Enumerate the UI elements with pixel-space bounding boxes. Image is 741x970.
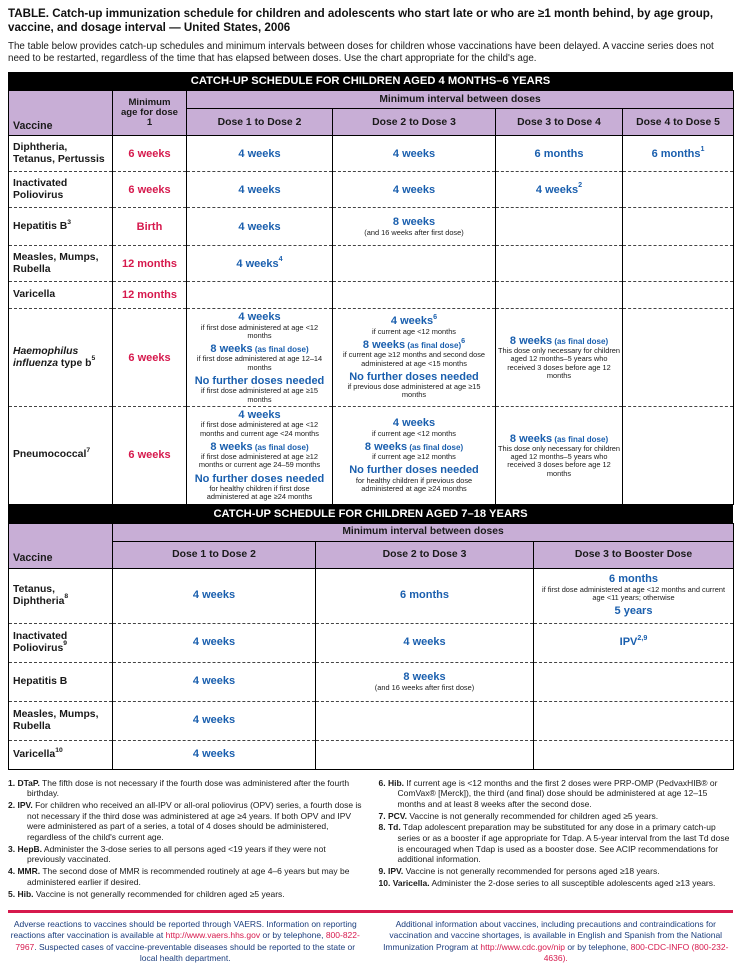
dose-value (498, 181, 620, 196)
dose-interval-cell (333, 406, 496, 504)
dose-interval-cell (534, 662, 734, 701)
dose-interval-cell (113, 662, 316, 701)
min-age-cell: 12 months (113, 282, 187, 309)
footnote-number: 8. (378, 822, 388, 833)
footnote-vaccine-abbrev: Hib. (387, 777, 405, 788)
dose-interval-cell (496, 309, 623, 407)
dose-value-main: 4 weeks$^6$ (390, 313, 438, 328)
vaccine-name-cell: Haemophilus influenza type $b^5$ (9, 309, 113, 407)
dose-value (335, 441, 493, 462)
footnote-vaccine-abbrev: PCV. (387, 810, 408, 821)
footer-link[interactable]: http://www.vaers.hhs.gov (165, 930, 261, 941)
min-age-cell: Birth (113, 208, 187, 246)
dose-interval-cell (187, 172, 333, 208)
dose-value (318, 636, 531, 648)
dose-interval-cell (113, 623, 316, 662)
dose-value (335, 148, 493, 160)
dose-value-main: 8 weeks (as final dose)$^6$ (362, 336, 466, 352)
dose-interval-cell (496, 208, 623, 246)
dose-interval-cell (113, 568, 316, 623)
dose-value-main: 8 weeks (as final dose) (509, 432, 609, 445)
table-row (9, 623, 734, 662)
dose-value-main: 4 weeks (238, 183, 281, 196)
dose-interval-cell (187, 208, 333, 246)
intro-text: The table below provides catch-up schedules and minimum intervals between doses for children whose vaccinations have been delayed. A vaccine series does not need to be restarted, regardless of the time that has elapsed between doses. Use the chart appropriate for the child's age. (8, 40, 714, 65)
dose-condition: (and 16 weeks after first dose) (374, 682, 475, 692)
dose-condition: if first dose administered at age ≥15 months (200, 386, 319, 404)
dose-value (335, 184, 493, 196)
dose-interval-cell (187, 309, 333, 407)
superscript-ref: 1 (700, 145, 705, 154)
footnote-number: 5. (8, 888, 18, 899)
header-row (9, 523, 734, 541)
dose-condition: This dose only necessary for children aged 12 months–5 years who received 3 doses before age 12 months (498, 346, 621, 381)
min-age-cell: 6 weeks (113, 406, 187, 504)
footnote-item: 8. Td. Tdap adolescent preparation may be substituted for any dose in a primary catch-up series or as a booster if age appropriate for Tdap. A 5-year interval from the last Td dose is encouraged when Tdap is used as a booster dose. See ACIP recommendations for additional information. (378, 822, 730, 865)
dose-value-main: 4 weeks (192, 636, 236, 649)
superscript-ref: 6 (461, 336, 466, 345)
dose-interval-cell (316, 740, 534, 769)
dose-interval-cell (534, 701, 734, 740)
dose-interval-cell (496, 136, 623, 172)
dose-value (536, 636, 731, 648)
dose-value (189, 221, 330, 233)
dose-interval-cell (534, 623, 734, 662)
vaccine-name-cell: Inactivated Poliovirus$^9$ (9, 623, 113, 662)
footnote-item: 5. Hib. Vaccine is not generally recommended for children aged ≥5 years. (8, 888, 285, 899)
dose-value-main: 4 weeks (392, 417, 436, 430)
dose-value (536, 605, 731, 617)
footnote-number: 4. (8, 866, 18, 877)
footer-link[interactable]: http://www.cdc.gov/nip (480, 941, 565, 952)
dose-value-main: 4 weeks (392, 183, 436, 196)
table-row (9, 568, 734, 623)
dose-value (115, 636, 313, 648)
vaccine-name-cell: Inactivated Poliovirus (9, 172, 113, 208)
footnote-number: 10. (378, 877, 393, 888)
superscript-ref: 9 (63, 640, 67, 648)
footnote-number: 9. (378, 866, 388, 877)
dose-value-note: (as final dose) (552, 434, 609, 444)
dose-value (335, 336, 493, 368)
dose-value (335, 417, 493, 438)
dose-value (189, 473, 330, 502)
dose-value-main: 4 weeks (192, 714, 236, 727)
vaccine-name-cell: Measles, Mumps, Rubella (9, 246, 113, 282)
catchup-table-7-18years-section (8, 505, 733, 770)
dose-value-main: 4 weeks (238, 311, 281, 324)
dose-interval-cell (333, 136, 496, 172)
dose-value (318, 589, 531, 601)
dose-value-main: No further doses needed (349, 370, 479, 383)
dose-value-main: 4 weeks (238, 147, 281, 160)
dose-interval-cell (316, 623, 534, 662)
dose-interval-cell (316, 568, 534, 623)
dose-condition: if first dose administered at age <12 months (200, 322, 319, 340)
dose-condition: if first dose administered at age <12 months and current age <24 months (200, 420, 319, 438)
dose-value (115, 589, 313, 601)
dose-value-main: IPV$^{2,9}$ (619, 634, 648, 649)
vaccine-name-cell: Varicella$^{10}$ (9, 740, 113, 769)
column-header-dose: Dose 3 to Dose 4 (496, 109, 623, 136)
superscript-ref: 10 (55, 746, 63, 754)
dose-value-main: 6 months (534, 147, 584, 160)
column-header-min-age: Minimum age for dose 1 (113, 91, 187, 136)
dose-value-main: 4 weeks (192, 589, 236, 602)
dose-value-main: 8 weeks (as final dose) (509, 334, 609, 347)
table-row (9, 406, 734, 504)
dose-interval-cell (623, 246, 734, 282)
dose-condition: This dose only necessary for children aged 12 months–5 years who received 3 doses before age 12 months (498, 443, 621, 478)
footnote-vaccine-abbrev: HepB. (17, 843, 43, 854)
dose-interval-cell (623, 172, 734, 208)
dose-value-main: 6 months$^1$ (651, 145, 705, 160)
dose-value-note: (as final dose) (552, 336, 609, 346)
dose-value (335, 464, 493, 493)
dose-interval-cell (496, 246, 623, 282)
dose-value (115, 675, 313, 687)
vaccine-name-cell: Tetanus, Diphtheria$^8$ (9, 568, 113, 623)
column-header-dose: Dose 2 to Dose 3 (316, 541, 534, 568)
superscript-ref: 2 (578, 181, 583, 190)
section-header: CATCH-UP SCHEDULE FOR CHILDREN AGED 4 MONTHS–6 YEARS (8, 72, 733, 90)
dose-value (498, 433, 620, 478)
footer-text: 800-822-7967 (15, 930, 360, 952)
footer-text: or by telephone, (260, 930, 326, 941)
dose-value-main: 4 weeks (192, 748, 236, 761)
dose-value-main: 4 weeks$^2$ (535, 181, 583, 196)
table-body (9, 568, 734, 769)
dose-interval-cell (623, 309, 734, 407)
footnote-number: 6. (378, 777, 388, 788)
catchup-table-7-18years (8, 523, 734, 770)
dose-value-main: No further doses needed (349, 464, 479, 477)
dose-value-main: 4 weeks (192, 675, 236, 688)
dose-condition: if current age ≥12 months (372, 452, 456, 462)
dose-value (536, 573, 731, 602)
dose-value (115, 748, 313, 760)
table-row (9, 246, 734, 282)
dose-condition: if current age ≥12 months and second dose administered at age <15 months (342, 350, 486, 368)
vaccine-name-cell: Hepatitis $B^3$ (9, 208, 113, 246)
dose-value (189, 409, 330, 438)
table-head (9, 91, 734, 136)
column-header-vaccine: Vaccine (9, 523, 113, 568)
header-row (9, 541, 734, 568)
superscript-ref: 6 (433, 313, 438, 322)
catchup-table-4months-6years-section (8, 72, 733, 504)
footnote-number: 1. (8, 777, 18, 788)
min-age-cell: 6 weeks (113, 136, 187, 172)
dose-interval-cell (623, 208, 734, 246)
footnote-item: 3. HepB. Administer the 3-dose series to all persons aged <19 years if they were not previously vaccinated. (8, 843, 326, 865)
dose-interval-cell (623, 282, 734, 309)
dose-interval-cell (623, 406, 734, 504)
dose-value-main: 4 weeks (392, 147, 436, 160)
footnotes (8, 778, 733, 901)
dose-value (189, 441, 330, 470)
dose-value-main: No further doses needed (194, 472, 325, 485)
superscript-ref: 2,9 (637, 634, 648, 643)
table-body (9, 136, 734, 504)
column-header-dose: Dose 4 to Dose 5 (623, 109, 734, 136)
footnote-vaccine-abbrev: DTaP. (17, 777, 40, 788)
dose-interval-cell (333, 282, 496, 309)
dose-value (189, 255, 330, 270)
dose-value (115, 714, 313, 726)
table-row (9, 208, 734, 246)
superscript-ref: 7 (86, 447, 91, 455)
table-row (9, 740, 734, 769)
footnote-item: 9. IPV. Vaccine is not generally recommended for persons aged ≥18 years. (378, 866, 660, 877)
dose-value (189, 343, 330, 372)
footnote-vaccine-abbrev: Td. (387, 822, 401, 833)
dose-condition: if previous dose administered at age ≥15 months (347, 382, 481, 400)
dose-condition: if first dose administered at age 12–14 months (196, 354, 323, 372)
min-age-cell: 6 weeks (113, 172, 187, 208)
vaccine-name-cell: Diphtheria, Tetanus, Pertussis (9, 136, 113, 172)
footnotes-left-column (8, 778, 363, 901)
footnote-vaccine-abbrev: MMR. (17, 866, 41, 877)
dose-value (318, 671, 531, 692)
dose-value-main: 8 weeks (as final dose) (210, 343, 309, 356)
footnotes-right-column (379, 778, 734, 901)
dose-interval-cell (187, 282, 333, 309)
superscript-ref: 8 (64, 593, 69, 601)
dose-value (498, 148, 620, 160)
dose-interval-cell (187, 246, 333, 282)
footnote-number: 2. (8, 799, 18, 810)
dose-interval-cell (333, 246, 496, 282)
dose-value (189, 311, 330, 340)
table-row (9, 701, 734, 740)
dose-condition: if current age <12 months (371, 428, 456, 438)
dose-interval-cell (333, 172, 496, 208)
table-row (9, 136, 734, 172)
column-header-dose: Dose 3 to Booster Dose (534, 541, 734, 568)
vaccine-name-cell: Hepatitis B (9, 662, 113, 701)
dose-value-main: 8 weeks (as final dose) (364, 440, 464, 453)
dose-value (189, 375, 330, 404)
dose-value (335, 216, 493, 237)
footnote-vaccine-abbrev: Hib. (17, 888, 34, 899)
header-row (9, 91, 734, 109)
dose-interval-cell (333, 309, 496, 407)
footer-text: Adverse reactions to vaccines should be reported through VAERS. Information on reporting reactions after vaccination is available at (10, 919, 357, 941)
footer-text: 800-CDC-INFO (800-232-4636). (543, 941, 729, 963)
footnote-number: 7. (378, 810, 388, 821)
vaccine-name-italic: Haemophilus influenza (13, 345, 79, 369)
dose-value-main: No further doses needed (194, 375, 325, 388)
footnote-vaccine-abbrev: Varicella. (392, 877, 430, 888)
dose-value-note: (as final dose) (252, 345, 309, 355)
dose-interval-cell (496, 406, 623, 504)
section-header: CATCH-UP SCHEDULE FOR CHILDREN AGED 7–18 YEARS (8, 505, 733, 523)
dose-interval-cell (316, 701, 534, 740)
dose-condition: if first dose administered at age ≥12 months or current age 24–59 months (198, 452, 321, 470)
catchup-table-4months-6years (8, 90, 734, 504)
dose-value-main: 8 weeks (392, 216, 436, 229)
vaccine-name-cell: Varicella (9, 282, 113, 309)
dose-value-note: (as final dose) (407, 442, 464, 452)
dose-interval-cell (534, 568, 734, 623)
dose-value-main: 4 weeks$^4$ (236, 255, 283, 270)
column-header-dose: Dose 2 to Dose 3 (333, 109, 496, 136)
report-footer (8, 910, 733, 970)
footnote-vaccine-abbrev: IPV. (387, 866, 404, 877)
dose-interval-cell (534, 740, 734, 769)
column-header-dose: Dose 1 to Dose 2 (113, 541, 316, 568)
footnote-vaccine-abbrev: IPV. (17, 799, 33, 810)
table-row (9, 662, 734, 701)
table-head (9, 523, 734, 568)
dose-value-main: 8 weeks (as final dose) (210, 440, 309, 453)
dose-value-main: 4 weeks (238, 408, 281, 421)
footnote-item: 1. DTaP. The fifth dose is not necessary if the fourth dose was administered after the fourth birthday. (8, 777, 350, 799)
footer-text: . Suspected cases of vaccine-preventable diseases should be reported to the state or local health department. (34, 941, 356, 963)
dose-value (189, 184, 330, 196)
footnote-number: 3. (8, 843, 18, 854)
dose-interval-cell (316, 662, 534, 701)
footnote-item: 4. MMR. The second dose of MMR is recommended routinely at age 4–6 years but may be administered earlier if desired. (8, 866, 350, 887)
dose-value (189, 148, 330, 160)
dose-interval-cell (113, 701, 316, 740)
table-row (9, 172, 734, 208)
dose-value (335, 371, 493, 400)
dose-interval-cell (496, 172, 623, 208)
vaccine-name-cell: Pneumococcal$^7$ (9, 406, 113, 504)
dose-value-main: 4 weeks (403, 636, 446, 649)
column-header-vaccine: Vaccine (9, 91, 113, 136)
superscript-ref: 4 (278, 255, 283, 264)
dose-condition: if current age <12 months (371, 326, 456, 336)
footer-text: Additional information about vaccines, including precautions and contraindications for vaccination and vaccine shortages, is available in English and Spanish from the National Immunization Program at (383, 919, 723, 952)
column-header-interval-group: Minimum interval between doses (113, 523, 734, 541)
dose-value-main: 4 weeks (238, 220, 281, 233)
dose-value (625, 145, 731, 160)
superscript-ref: 3 (67, 218, 72, 226)
dose-value (335, 315, 493, 336)
dose-interval-cell (623, 136, 734, 172)
dose-value-main: 6 months (400, 589, 449, 602)
page-title: TABLE. Catch-up immunization schedule for children and adolescents who start late or who are ≥1 month behind, by age group, vaccine, and dosage interval — United States, 2006 (8, 7, 714, 34)
superscript-ref: 5 (91, 355, 96, 363)
footnote-item: 2. IPV. For children who received an all-IPV or all-oral poliovirus (OPV) series, a fourth dose is not necessary if the third dose was administered at age ≥4 years. If both OPV and IPV were administered as part of a series, a total of 4 doses should be administered, regardless of the child's current age. (8, 799, 362, 843)
column-header-dose: Dose 1 to Dose 2 (187, 109, 333, 136)
footer-text: or by telephone, (564, 941, 631, 952)
dose-value-main: 8 weeks (403, 671, 446, 684)
table-row (9, 309, 734, 407)
dose-value-note: (as final dose) (252, 442, 309, 452)
min-age-cell: 6 weeks (113, 309, 187, 407)
table-row (9, 282, 734, 309)
dose-interval-cell (333, 208, 496, 246)
dose-value-main: 6 months (609, 573, 658, 586)
column-header-interval-group: Minimum interval between doses (187, 91, 734, 109)
vaccine-name-cell: Measles, Mumps, Rubella (9, 701, 113, 740)
dose-condition: for healthy children if first dose administered at age ≥24 months (206, 483, 313, 502)
dose-condition: if first dose administered at age <12 months and current age <11 years; otherwise (541, 584, 726, 603)
footer-nip-notice (381, 919, 732, 964)
footnote-item: 6. Hib. If current age is <12 months and the first 2 doses were PRP-OMP (PedvaxHIB® or ComVax® [Merck]), the third (and final) dose should be administered at age 12–15 months and at least 8 weeks after the second dose. (378, 777, 718, 809)
footnote-item: 7. PCV. Vaccine is not generally recommended for children aged ≥5 years. (378, 810, 659, 821)
dose-condition: for healthy children if previous dose administered at age ≥24 months (355, 475, 473, 493)
min-age-cell: 12 months (113, 246, 187, 282)
dose-value (498, 335, 620, 380)
dose-interval-cell (496, 282, 623, 309)
footnote-item: 10. Varicella. Administer the 2-dose series to all susceptible adolescents aged ≥13 years. (378, 877, 716, 888)
dose-interval-cell (113, 740, 316, 769)
dose-interval-cell (187, 406, 333, 504)
dose-value-main: 5 years (614, 605, 653, 618)
dose-interval-cell (187, 136, 333, 172)
footer-vaers-notice (10, 919, 361, 964)
dose-value-note: (as final dose) (405, 341, 462, 351)
dose-condition: (and 16 weeks after first dose) (364, 227, 464, 237)
